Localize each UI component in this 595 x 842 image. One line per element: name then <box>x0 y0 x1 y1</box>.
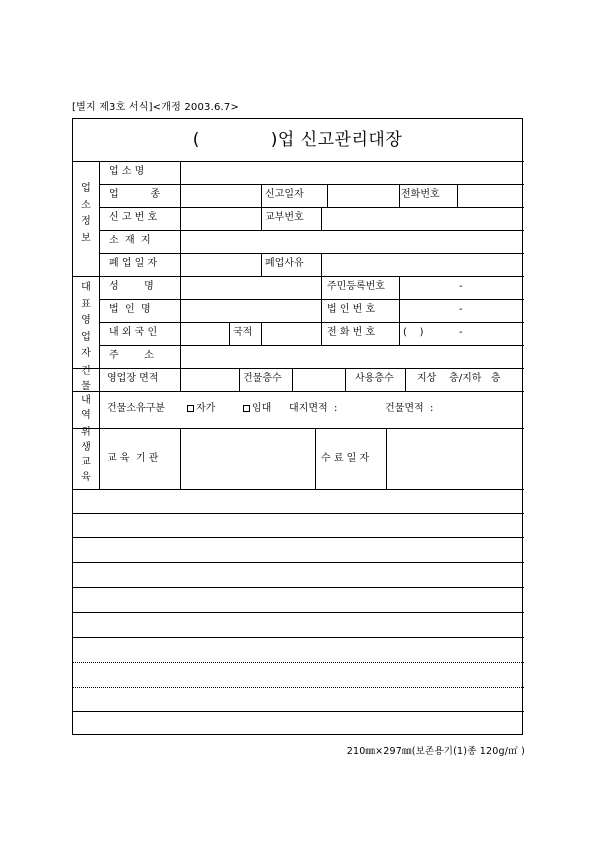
corp-number-dash: - <box>459 304 463 315</box>
address-label: 주 소 <box>109 350 154 361</box>
rep-phone-paren: ( ) <box>403 327 424 338</box>
building-area-label: 건물면적 : <box>385 403 434 414</box>
business-type-label: 업 종 <box>109 189 161 200</box>
citizenship-label: 내 외 국 인 <box>109 327 158 338</box>
own-option[interactable]: 자가 <box>187 402 215 416</box>
rrn-dash: - <box>459 281 463 292</box>
institution-label: 교 육 기 관 <box>107 453 159 464</box>
nationality-label: 국적 <box>233 327 253 338</box>
floor-text: 지상 층/지하 층 <box>417 373 501 384</box>
ownership-label: 건물소유구분 <box>107 403 165 414</box>
rep-name-label: 성 명 <box>109 281 154 292</box>
closure-date-label: 폐 업 일 자 <box>109 258 158 269</box>
report-date-label: 신고일자 <box>265 189 304 200</box>
section-business-info: 업 소 정 보 <box>81 183 91 244</box>
issue-number-label: 교부번호 <box>265 212 304 223</box>
rep-phone-dash: - <box>459 327 463 338</box>
section-representative: 대 표 영 업 자 <box>81 282 91 359</box>
business-phone-label: 전화번호 <box>401 189 440 200</box>
page-title <box>73 119 522 161</box>
used-floors-label: 사용층수 <box>355 373 394 384</box>
corp-name-label: 법 인 명 <box>109 304 151 315</box>
form-reference: [별지 제3호 서식]<개정 2003.6.7> <box>72 102 240 113</box>
closure-reason-label: 폐업사유 <box>265 258 304 269</box>
business-area-label: 영업장 면적 <box>107 373 159 384</box>
paper-spec: 210㎜×297㎜(보존용기(1)종 120g/㎡ ) <box>346 746 525 757</box>
completion-date-label: 수 료 일 자 <box>321 453 370 464</box>
title-paren: ( <box>192 130 200 150</box>
lease-checkbox[interactable] <box>243 405 250 412</box>
business-name-label: 업 소 명 <box>109 166 145 177</box>
building-floors-label: 건물층수 <box>243 373 282 384</box>
rep-phone-label: 전 화 번 호 <box>327 327 376 338</box>
registry-form <box>72 118 523 735</box>
lease-option[interactable]: 임대 <box>243 402 271 416</box>
own-checkbox[interactable] <box>187 405 194 412</box>
title-text: )업 신고관리대장 <box>270 130 403 150</box>
rrn-label: 주민등록번호 <box>327 281 385 292</box>
location-label: 소 재 지 <box>109 235 151 246</box>
corp-number-label: 법 인 번 호 <box>327 304 376 315</box>
section-hygiene: 위 생 교 육 <box>81 427 91 483</box>
section-building: 건 물 내 역 <box>81 366 91 421</box>
report-number-label: 신 고 번 호 <box>109 212 158 223</box>
land-area-label: 대지면적 : <box>289 403 338 414</box>
